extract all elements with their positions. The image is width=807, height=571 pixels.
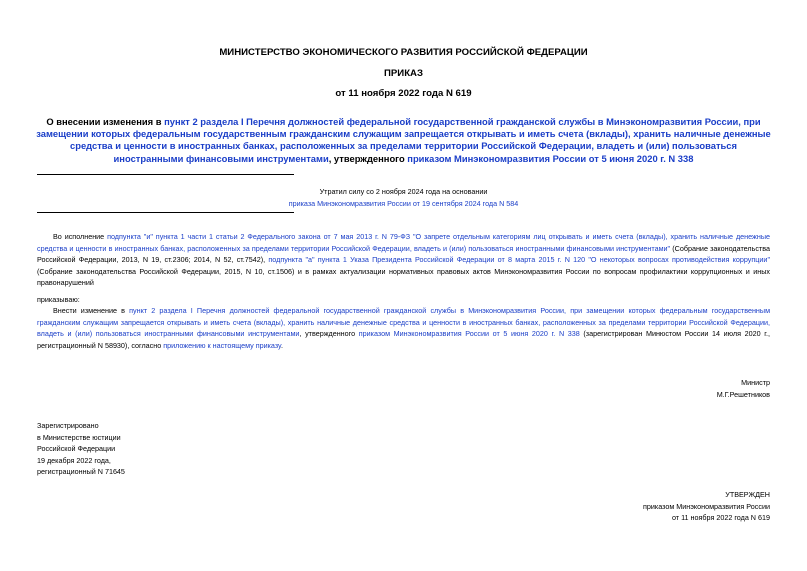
registration-line: в Министерстве юстиции	[37, 432, 121, 442]
lost-force-text: Утратил силу со 2 ноября 2024 года на основании	[319, 187, 488, 196]
amendment-text-3: (зарегистрирован Минюстом России 14 июля 2020 г., регистрационный N 58930), согласно	[37, 329, 770, 350]
orders-word: приказываю:	[37, 295, 80, 304]
approved-block	[510, 489, 770, 524]
signature-position: Министр	[741, 378, 770, 387]
signature-block	[570, 377, 770, 400]
amendment-paragraph	[37, 305, 770, 351]
registration-line: Российской Федерации	[37, 444, 116, 454]
lost-force-link[interactable]: приказа Минэкономразвития России от 19 сентября 2024 года N 584	[288, 199, 519, 208]
title-link-list[interactable]: пункт 2 раздела I Перечня должностей федеральной государственной гражданской службы в Минэкономразвития России, при замещении которых федеральным государственным гражданским служащим запрещается открывать и иметь счета (вклады), хранить наличные денежные средства и ценности в иностранных банках, расположенных за пределами территории Российской Федерации, владеть и (или) пользоваться иностранными финансовыми инструментами	[36, 116, 771, 164]
signature-name: М.Г.Решетников	[716, 389, 770, 399]
preamble-text-3: (Собрание законодательства Российской Федерации, 2015, N 10, ст.1506) и в рамках актуализации нормативных правовых актов Минэкономразвития России по вопросам профилактики коррупционных и иных правонарушений	[37, 266, 770, 288]
approved-date: от 11 ноября 2022 года N 619	[671, 513, 770, 523]
title-text-1: О внесении изменения в	[46, 116, 165, 127]
lost-force-notice	[0, 186, 807, 210]
amendment-link-appendix[interactable]: приложению к настоящему приказу	[163, 340, 281, 350]
divider-bottom	[37, 212, 294, 213]
registration-block	[37, 420, 237, 478]
registration-line: 19 декабря 2022 года,	[37, 455, 111, 465]
ministry-header: МИНИСТЕРСТВО ЭКОНОМИЧЕСКОГО РАЗВИТИЯ РОССИЙСКОЙ ФЕДЕРАЦИИ	[219, 47, 588, 58]
amendment-link-list[interactable]: пункт 2 раздела I Перечня должностей федеральной государственной гражданской службы в Минэкономразвития России, при замещении которых федеральным государственным гражданским служащим запрещается открывать и иметь счета (вклады), хранить наличные денежные средства и ценности в иностранных банках, расположенных за пределами территории Российской Федерации, владеть и (или) пользоваться иностранными финансовыми инструментами	[37, 306, 771, 339]
approved-title: УТВЕРЖДЕН	[725, 490, 770, 499]
preamble-text-2: (Собрание законодательства Российской Федерации, 2013, N 19, ст.2306; 2014, N 52, ст.7542),	[37, 243, 770, 265]
registration-line: Зарегистрировано	[37, 421, 99, 430]
preamble-paragraph	[37, 231, 770, 289]
amendment-link-order-338[interactable]: приказом Минэкономразвития России от 5 июня 2020 г. N 338	[358, 329, 580, 339]
registration-line: регистрационный N 71645	[37, 467, 125, 477]
preamble-text-1: Во исполнение	[53, 232, 108, 241]
divider-top	[37, 174, 294, 175]
title-link-order-338[interactable]: приказом Минэкономразвития России от 5 июня 2020 г. N 338	[407, 152, 694, 164]
document-title	[36, 116, 771, 165]
document-date: от 11 ноября 2022 года N 619	[335, 88, 472, 99]
document-type: ПРИКАЗ	[384, 68, 423, 79]
preamble-link-federal-law[interactable]: подпункта "и" пункта 1 части 1 статьи 2 Федерального закона от 7 мая 2013 г. N 79-ФЗ "О запрете отдельным категориям лиц открывать и иметь счета (вклады), хранить наличные денежные средства и ценности в иностранных банках, расположенных за пределами территории Российской Федерации, владеть и (или) пользоваться иностранными финансовыми инструментами"	[37, 232, 770, 253]
title-text-2: , утвержденного	[328, 152, 408, 164]
amendment-text-4: .	[280, 340, 283, 350]
preamble-link-decree[interactable]: подпункта "а" пункта 1 Указа Президента Российской Федерации от 8 марта 2015 г. N 120 "О некоторых вопросах противодействия коррупции"	[268, 255, 770, 265]
amendment-text-1: Внести изменение в	[53, 306, 130, 315]
amendment-text-2: , утвержденного	[299, 329, 359, 339]
approved-by: приказом Минэкономразвития России	[643, 501, 770, 511]
